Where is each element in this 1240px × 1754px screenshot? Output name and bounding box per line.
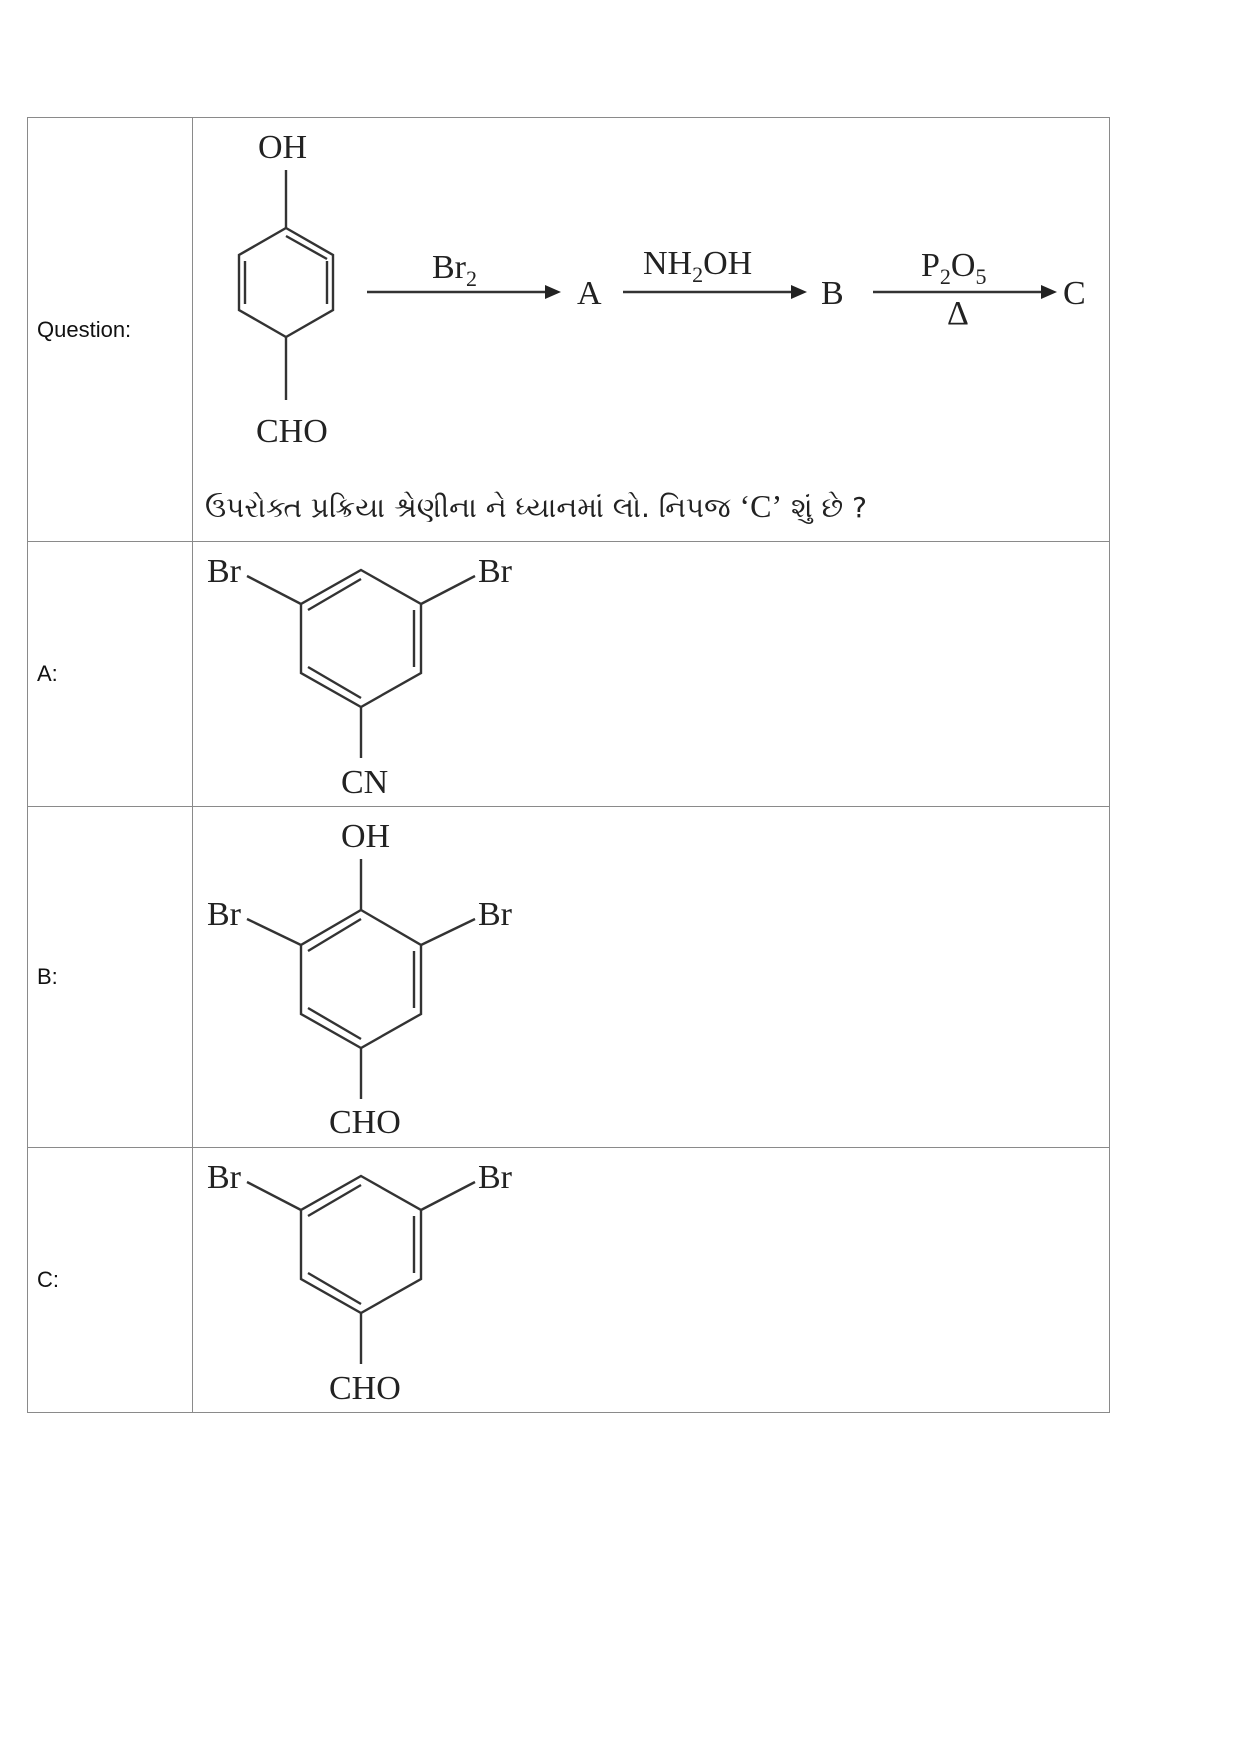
reaction-step-1 [367,249,602,312]
substituent-bottom: CN [341,764,389,801]
option-label: B: [28,807,193,1148]
benzene-ring [239,228,333,337]
option-label: A: [28,542,193,807]
question-label: Question: [28,118,193,542]
option-body [193,1148,1110,1413]
substituent-right: Br [478,896,512,933]
reaction-step-2 [623,245,844,312]
question-row [28,118,1110,542]
product-a: A [577,275,602,312]
question-text-quote: ‘C’ [739,488,783,524]
arrowhead [791,285,807,299]
reactant-oh: OH [258,129,308,166]
arrowhead [545,285,561,299]
question-text-end: શું છે ? [782,491,867,524]
product-b: B [821,275,844,312]
question-text-main: ઉપરોક્ત પ્રક્રિયા શ્રેણીના ને ધ્યાનમાં લો. નિપજ [205,491,740,524]
substituent-top: OH [341,818,391,855]
reagent-nh2oh: NH2OH [643,245,753,287]
question-body [193,118,1110,542]
substituent-left: Br [207,896,241,933]
benzene-ring [301,1176,421,1313]
substituent-right: Br [478,553,512,590]
option-b-structure [193,807,1109,1147]
benzene-ring [301,570,421,707]
br-bond [247,919,301,945]
option-row-a [28,542,1110,807]
br-bond [421,1182,475,1210]
option-row-c [28,1148,1110,1413]
substituent-left: Br [207,553,241,590]
question-text [205,488,867,525]
question-table [27,117,1110,1413]
reagent-p2o5: P2O5 [921,247,987,289]
option-body [193,807,1110,1148]
option-a-structure [193,542,1109,806]
product-c: C [1063,275,1086,312]
reaction-step-3 [873,247,1086,332]
substituent-bottom: CHO [329,1370,401,1407]
br-bond [247,1182,301,1210]
reagent-br2: Br2 [432,249,477,291]
br-bond [247,576,301,604]
reaction-scheme [193,118,1109,541]
reactant-cho: CHO [256,413,328,450]
substituent-right: Br [478,1159,512,1196]
reagent-heat: Δ [947,295,969,332]
substituent-bottom: CHO [329,1104,401,1141]
substituent-left: Br [207,1159,241,1196]
benzene-ring [301,910,421,1048]
arrowhead [1041,285,1057,299]
option-row-b [28,807,1110,1148]
option-c-structure [193,1148,1109,1412]
br-bond [421,576,475,604]
option-body [193,542,1110,807]
reactant-structure [239,129,333,450]
br-bond [421,919,475,945]
option-label: C: [28,1148,193,1413]
